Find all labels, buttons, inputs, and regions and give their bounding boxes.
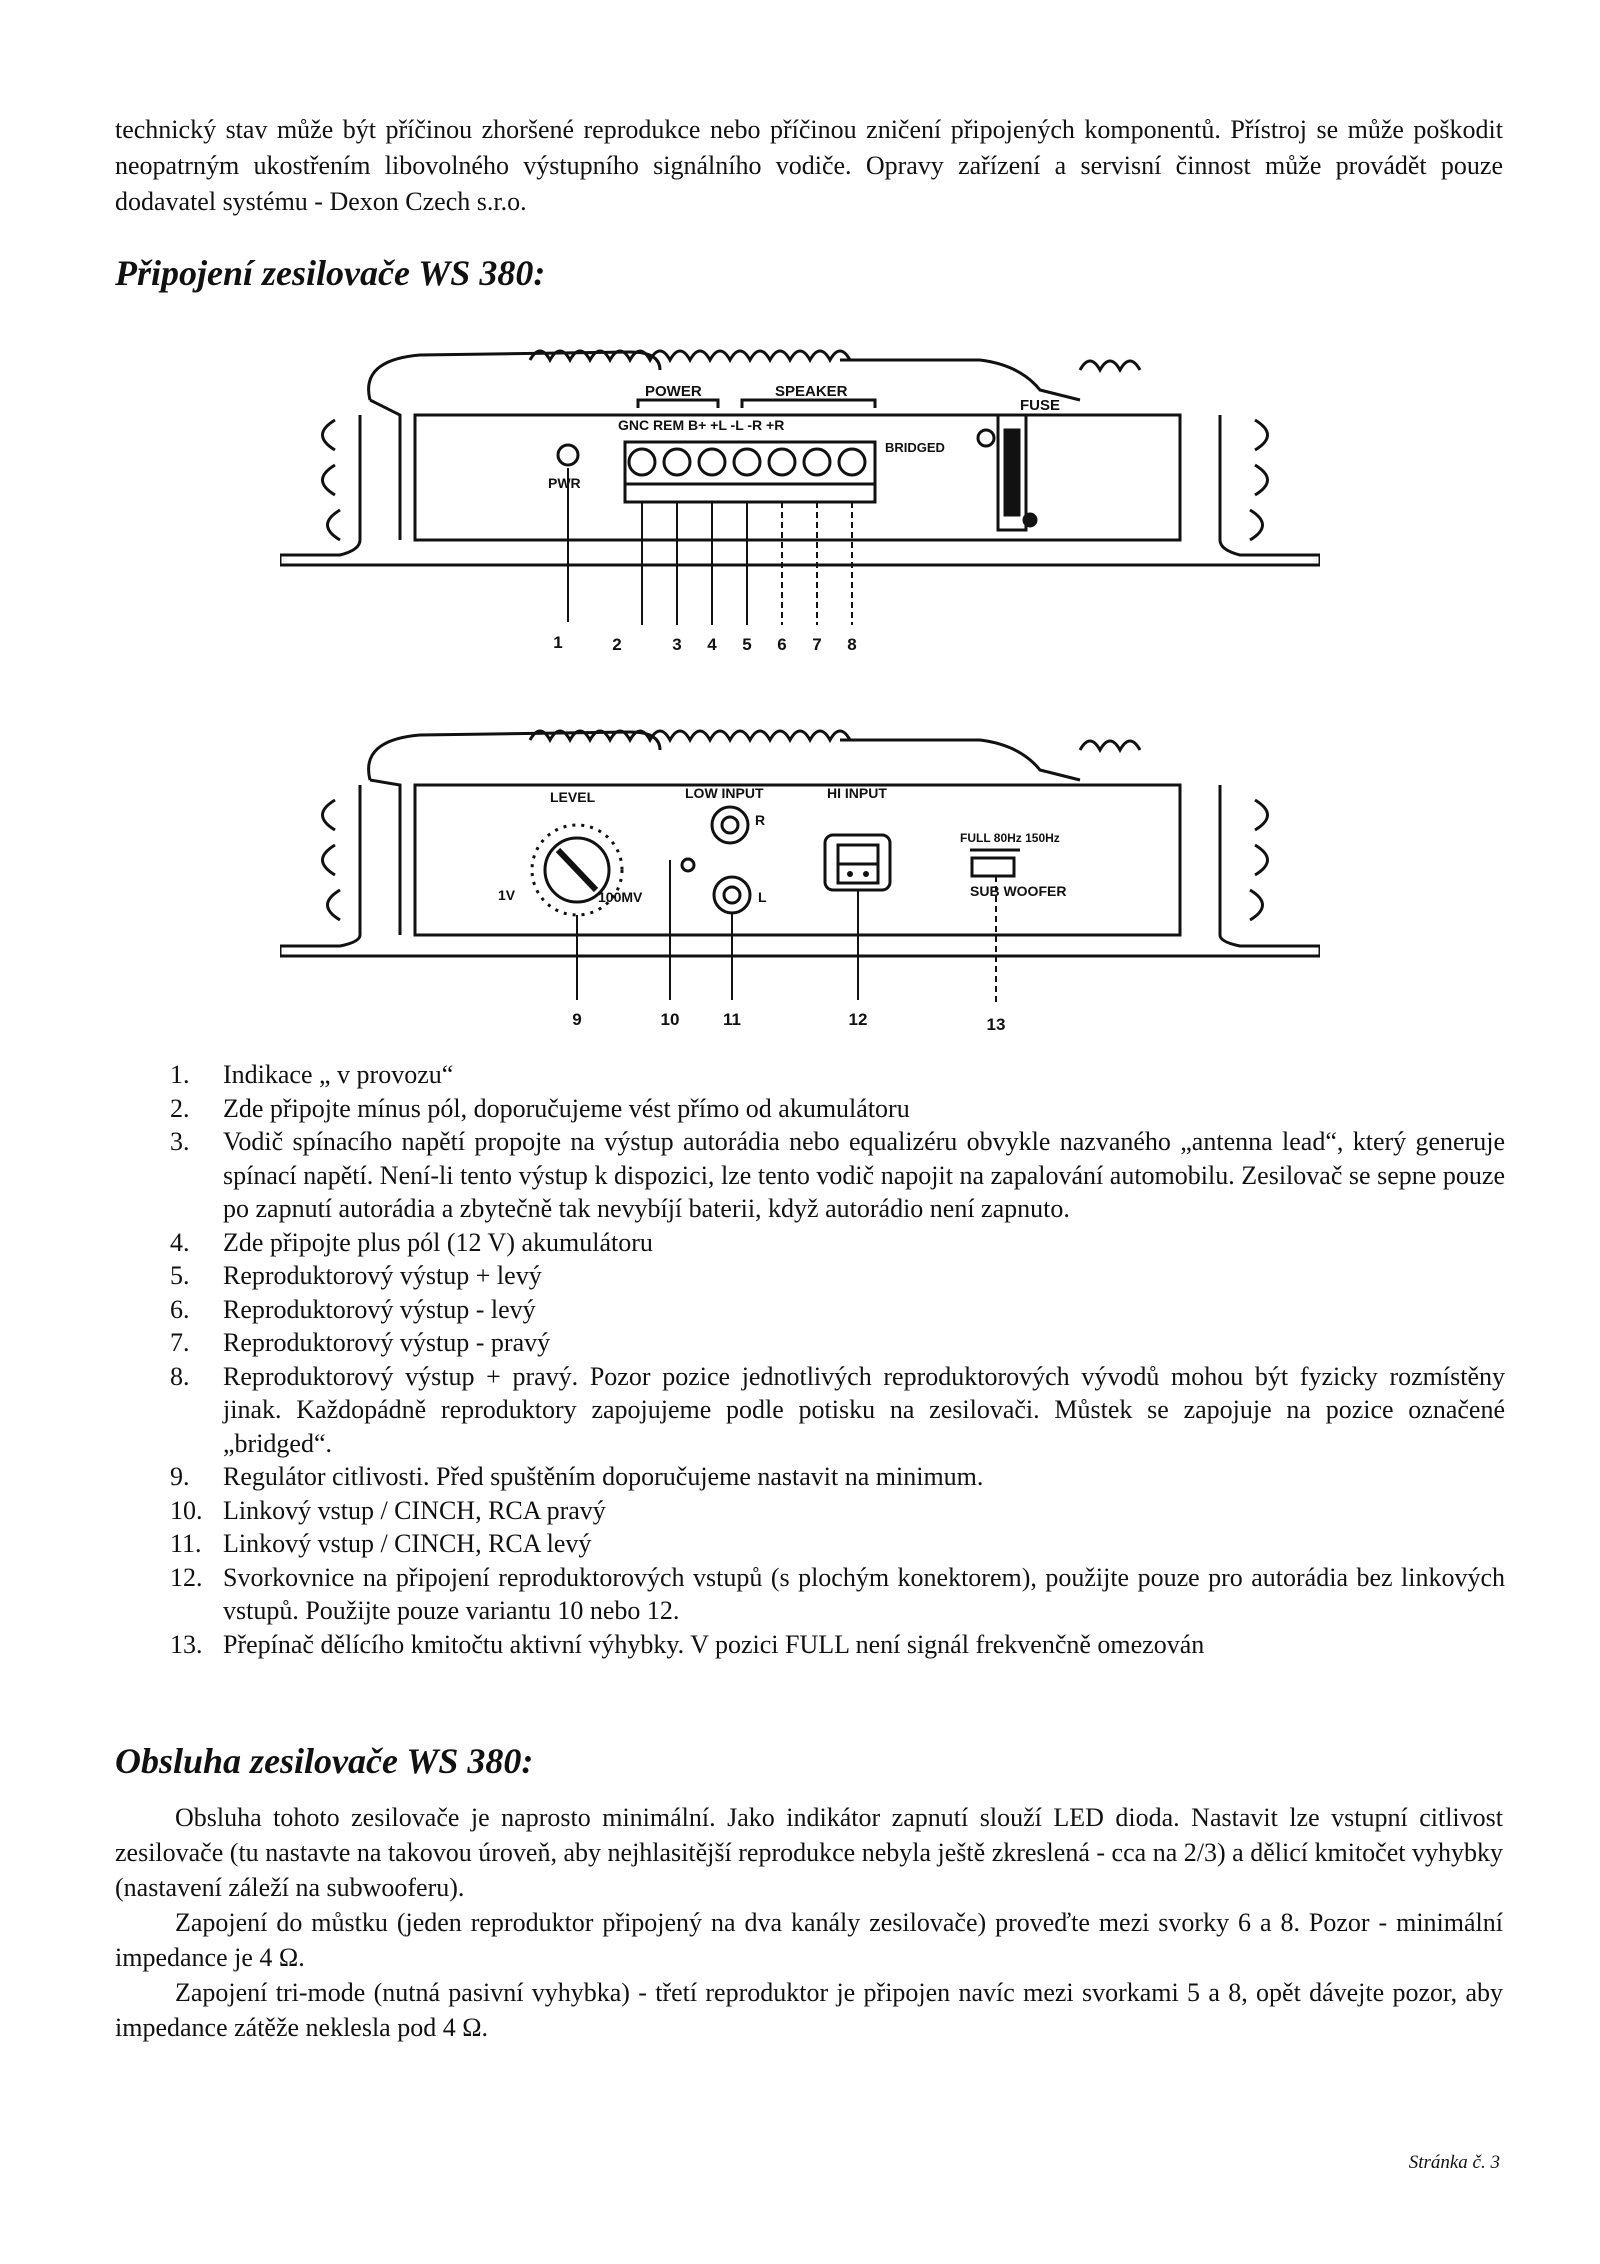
level-label: LEVEL [550,789,596,805]
list-item-number: 1. [170,1060,190,1089]
r-label: R [755,812,766,828]
section-heading-operation: Obsluha zesilovače WS 380: [115,1741,534,1781]
list-item-text: Vodič spínacího napětí propojte na výstup autorádia nebo equalizéru obvykle nazvaného „antenna lead“, který generuje spínací napětí. Není-li tento výstup k dispozici, lze tento vodič napojit na zapalování automobilu. Zesilovač se sepne pouze po zapnutí autorádia a zbytečně tak nevybíjí baterii, když autorádio není zapnuto. [223,1127,1505,1223]
list-item [115,1360,1505,1461]
list-item-number: 12. [170,1562,203,1592]
operation-text [115,1800,1503,2045]
hi-input-label: HI INPUT [827,785,887,801]
callout-11: 11 [723,1010,741,1029]
list-item [115,1460,1505,1494]
v1-label: 1V [498,887,516,903]
mv100-label: 100MV [598,889,643,905]
list-item-number: 9. [170,1462,190,1491]
low-input-label: LOW INPUT [685,785,764,801]
list-item-text: Reproduktorový výstup + pravý. Pozor pozice jednotlivých reproduktorových vývodů mohou být fyzicky rozmístěny jinak. Každopádně reproduktory zapojujeme podle potisku na zesilovači. Můstek se zapojuje na pozice označené „bridged“. [223,1361,1505,1458]
list-item-text: Reproduktorový výstup - pravý [223,1328,551,1357]
list-item-number: 3. [170,1127,190,1156]
operation-paragraph: Zapojení tri-mode (nutná pasivní vyhybka) - třetí reproduktor je připojen navíc mezi svorkami 5 a 8, opět dávejte pozor, aby impedance zátěže neklesla pod 4 Ω. [115,1978,1503,2042]
callout-10: 10 [660,1010,680,1029]
list-item [115,1527,1505,1561]
bridged-label: BRIDGED [885,440,945,455]
callout-6: 6 [777,635,787,654]
list-item-text: Zde připojte plus pól (12 V) akumulátoru [223,1227,653,1257]
list-item [115,1259,1505,1293]
legend-list [115,1058,1505,1661]
operation-paragraph: Zapojení do můstku (jeden reproduktor připojený na dva kanály zesilovače) proveďte mezi svorky 6 a 8. Pozor - minimální impedance je 4 Ω. [115,1908,1503,1972]
list-item [115,1125,1505,1226]
fuse-label: FUSE [1020,397,1061,414]
list-item-text: Reproduktorový výstup + levý [223,1261,542,1290]
list-item-number: 10. [170,1495,203,1525]
callout-9: 9 [572,1010,582,1029]
list-item [115,1628,1505,1662]
list-item-number: 2. [170,1093,190,1123]
list-item [115,1494,1505,1528]
terminal-labels: GNC REM B+ +L -L -R +R [618,417,785,433]
list-item-text: Reproduktorový výstup - levý [223,1294,536,1324]
list-item [115,1326,1505,1360]
callout-5: 5 [742,635,752,654]
list-item-text: Zde připojte mínus pól, doporučujeme vést přímo od akumulátoru [223,1093,910,1123]
list-item-number: 4. [170,1227,190,1257]
callout-1: 1 [553,633,563,652]
page-number: Stránka č. 3 [1408,2152,1500,2173]
sub-woofer-label: SUB WOOFER [970,883,1067,899]
list-item-number: 13. [170,1629,203,1659]
list-item [115,1561,1505,1628]
power-label: POWER [645,383,702,400]
callout-4: 4 [707,635,717,654]
list-item-text: Linkový vstup / CINCH, RCA pravý [223,1495,606,1525]
callout-13: 13 [986,1015,1006,1034]
l-label: L [758,889,767,905]
list-item-text: Linkový vstup / CINCH, RCA levý [223,1529,592,1558]
list-item [115,1293,1505,1327]
list-item [115,1226,1505,1260]
list-item-number: 8. [170,1361,190,1391]
list-item-text: Přepínač dělícího kmitočtu aktivní výhybky. V pozici FULL není signál frekvenčně omezován [223,1629,1205,1659]
list-item-number: 7. [170,1328,190,1357]
callout-3: 3 [672,635,682,654]
callout-7: 7 [812,635,822,654]
crossover-label: FULL 80Hz 150Hz [960,831,1060,845]
speaker-label: SPEAKER [775,383,848,400]
callout-8: 8 [847,635,857,654]
pwr-label: PWR [548,475,581,491]
amplifier-top-panel-diagram [280,330,1320,670]
list-item-text: Svorkovnice na připojení reproduktorových vstupů (s plochým konektorem), použijte pouze pro autorádia bez linkových vstupů. Použijte pouze variantu 10 nebo 12. [223,1562,1505,1625]
list-item-number: 5. [170,1261,190,1290]
list-item-number: 6. [170,1294,190,1324]
callout-12: 12 [848,1010,868,1029]
list-item-number: 11. [170,1529,202,1558]
list-item [115,1058,1505,1092]
list-item-text: Indikace „ v provozu“ [223,1060,454,1089]
amplifier-front-panel-diagram [280,710,1320,1040]
section-heading-connection: Připojení zesilovače WS 380: [115,253,546,293]
intro-paragraph: technický stav může být příčinou zhoršené reprodukce nebo příčinou zničení připojených komponentů. Přístroj se může poškodit neopatrným ukostřením libovolného výstupního signálního vodiče. Opravy zařízení a servisní činnost může provádět pouze dodavatel systému - Dexon Czech s.r.o. [115,115,1503,216]
callout-2: 2 [612,635,622,654]
operation-paragraph: Obsluha tohoto zesilovače je naprosto minimální. Jako indikátor zapnutí slouží LED dioda. Nastavit lze vstupní citlivost zesilovače (tu nastavte na takovou úroveň, aby nejhlasitější reprodukce nebyla ještě zkreslená - cca na 2/3) a dělicí kmitočet vyhybky (nastavení záleží na subwooferu). [115,1803,1503,1902]
list-item-text: Regulátor citlivosti. Před spuštěním doporučujeme nastavit na minimum. [223,1462,984,1491]
list-item [115,1092,1505,1126]
